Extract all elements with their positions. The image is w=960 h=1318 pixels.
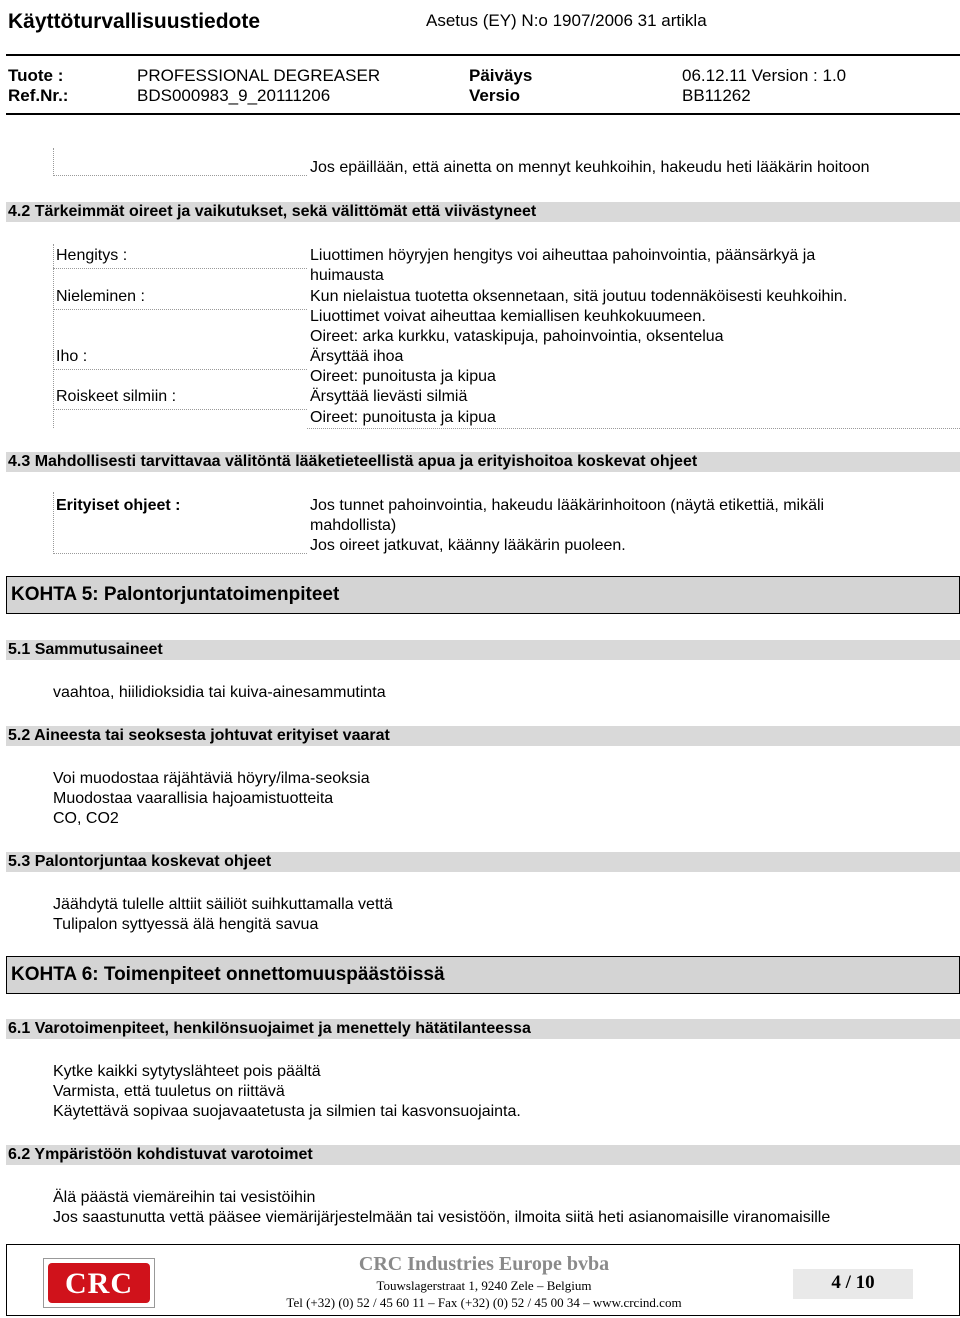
label-roiskeet: Roiskeet silmiin : (56, 388, 177, 405)
company-contact: Tel (+32) (0) 52 / 45 60 11 – Fax (+32) (0) 52 / 45 00 34 – www.crcind.com (286, 1295, 682, 1310)
page-footer (6, 1244, 960, 1316)
instruction-line: Jos oireet jatkuvat, käänny lääkärin puoleen. (310, 537, 626, 554)
environment-line: Älä päästä viemäreihin tai vesistöihin (53, 1189, 316, 1206)
kohta-5-title: KOHTA 5: Palontorjuntatoimenpiteet (6, 576, 960, 614)
page-number: 4 / 10 (793, 1269, 913, 1299)
symptom-line: Oireet: arka kurkku, vataskipuja, pahoinvointia, oksentelua (310, 328, 724, 345)
ref-value: BDS000983_9_20111206 (137, 86, 331, 105)
section-4-2-heading: 4.2 Tärkeimmät oireet ja vaikutukset, sekä välittömät että viivästyneet (6, 202, 960, 222)
symptom-line: Oireet: punoitusta ja kipua (310, 368, 496, 385)
section-5-2-heading: 5.2 Aineesta tai seoksesta johtuvat erityiset vaarat (6, 726, 960, 746)
version-value: BB11262 (682, 86, 751, 105)
regulation-ref: Asetus (EY) N:o 1907/2006 31 artikla (426, 11, 707, 30)
kohta-6-title: KOHTA 6: Toimenpiteet onnettomuuspäästöissä (6, 956, 960, 994)
firefighting-line: Tulipalon syttyessä älä hengitä savua (53, 916, 319, 933)
product-label: Tuote : (8, 66, 64, 85)
dotted-rule (53, 409, 307, 410)
company-address: Touwslagerstraat 1, 9240 Zele – Belgium (376, 1278, 592, 1293)
environment-line: Jos saastunutta vettä pääsee viemärijärjestelmään tai vesistöön, ilmoita siitä heti asianomaisille viranomaisille (53, 1209, 831, 1226)
hazard-line: CO, CO2 (53, 810, 119, 827)
label-nieleminen: Nieleminen : (56, 288, 145, 305)
instruction-line: mahdollista) (310, 517, 397, 534)
label-hengitys: Hengitys : (56, 247, 128, 264)
precaution-line: Varmista, että tuuletus on riittävä (53, 1083, 285, 1100)
hazard-line: Voi muodostaa räjähtäviä höyry/ilma-seoksia (53, 770, 370, 787)
instruction-line: Jos tunnet pahoinvointia, hakeudu lääkärinhoitoon (näytä etikettiä, mikäli (310, 497, 825, 514)
ref-label: Ref.Nr.: (8, 86, 69, 105)
symptom-line: Oireet: punoitusta ja kipua (310, 409, 496, 426)
version-label: Versio (469, 86, 521, 105)
symptom-line: Ärsyttää lievästi silmiä (310, 388, 468, 405)
section-5-1-heading: 5.1 Sammutusaineet (6, 640, 960, 660)
date-label: Päiväys (469, 66, 533, 85)
section-4-3-heading: 4.3 Mahdollisesti tarvittavaa välitöntä lääketieteellistä apua ja erityishoitoa koskevat ohjeet (6, 452, 960, 472)
extinguisher-line: vaahtoa, hiilidioksidia tai kuiva-ainesammutinta (53, 684, 386, 701)
dotted-rule (53, 369, 307, 370)
symptom-line: huimausta (310, 267, 384, 284)
company-name: CRC Industries Europe bvba (358, 1253, 610, 1275)
hazard-line: Muodostaa vaarallisia hajoamistuotteita (53, 790, 334, 807)
label-iho: Iho : (56, 348, 88, 365)
crc-logo-text: CRC (65, 1267, 133, 1300)
dotted-rule (53, 268, 307, 269)
symptom-line: Kun nielaistua tuotetta oksennetaan, sitä joutuu todennäköisesti keuhkoihin. (310, 288, 848, 305)
document-title: Käyttöturvallisuustiedote (8, 10, 261, 33)
precaution-line: Kytke kaikki sytytyslähteet pois päältä (53, 1063, 321, 1080)
meta-divider (6, 113, 960, 115)
symptom-line: Ärsyttää ihoa (310, 348, 404, 365)
firefighting-line: Jäähdytä tulelle alttiit säiliöt suihkuttamalla vettä (53, 896, 393, 913)
date-value: 06.12.11 Version : 1.0 (682, 66, 847, 85)
header-divider (6, 54, 960, 56)
symptom-line: Liuottimet voivat aiheuttaa kemiallisen keuhkokuumeen. (310, 308, 706, 325)
product-value: PROFESSIONAL DEGREASER (137, 66, 381, 85)
dotted-rule (53, 309, 307, 310)
section-5-3-heading: 5.3 Palontorjuntaa koskevat ohjeet (6, 852, 960, 872)
symptom-line: Liuottimen höyryjen hengitys voi aiheuttaa pahoinvointia, päänsärkyä ja (310, 247, 816, 264)
section-6-2-heading: 6.2 Ympäristöön kohdistuvat varotoimet (6, 1145, 960, 1165)
precaution-line: Käytettävä sopivaa suojavaatetusta ja silmien tai kasvonsuojainta. (53, 1103, 521, 1120)
top-note: Jos epäillään, että ainetta on mennyt keuhkoihin, hakeudu heti lääkärin hoitoon (310, 159, 870, 176)
dotted-left-edge (53, 148, 54, 176)
dotted-left-edge (53, 244, 54, 428)
dotted-rule (53, 175, 307, 176)
dotted-rule (53, 553, 307, 554)
label-erityiset-ohjeet: Erityiset ohjeet : (56, 497, 181, 514)
dotted-left-edge (53, 492, 54, 554)
dotted-rule (307, 428, 960, 429)
section-6-1-heading: 6.1 Varotoimenpiteet, henkilönsuojaimet ja menettely hätätilanteessa (6, 1019, 960, 1039)
